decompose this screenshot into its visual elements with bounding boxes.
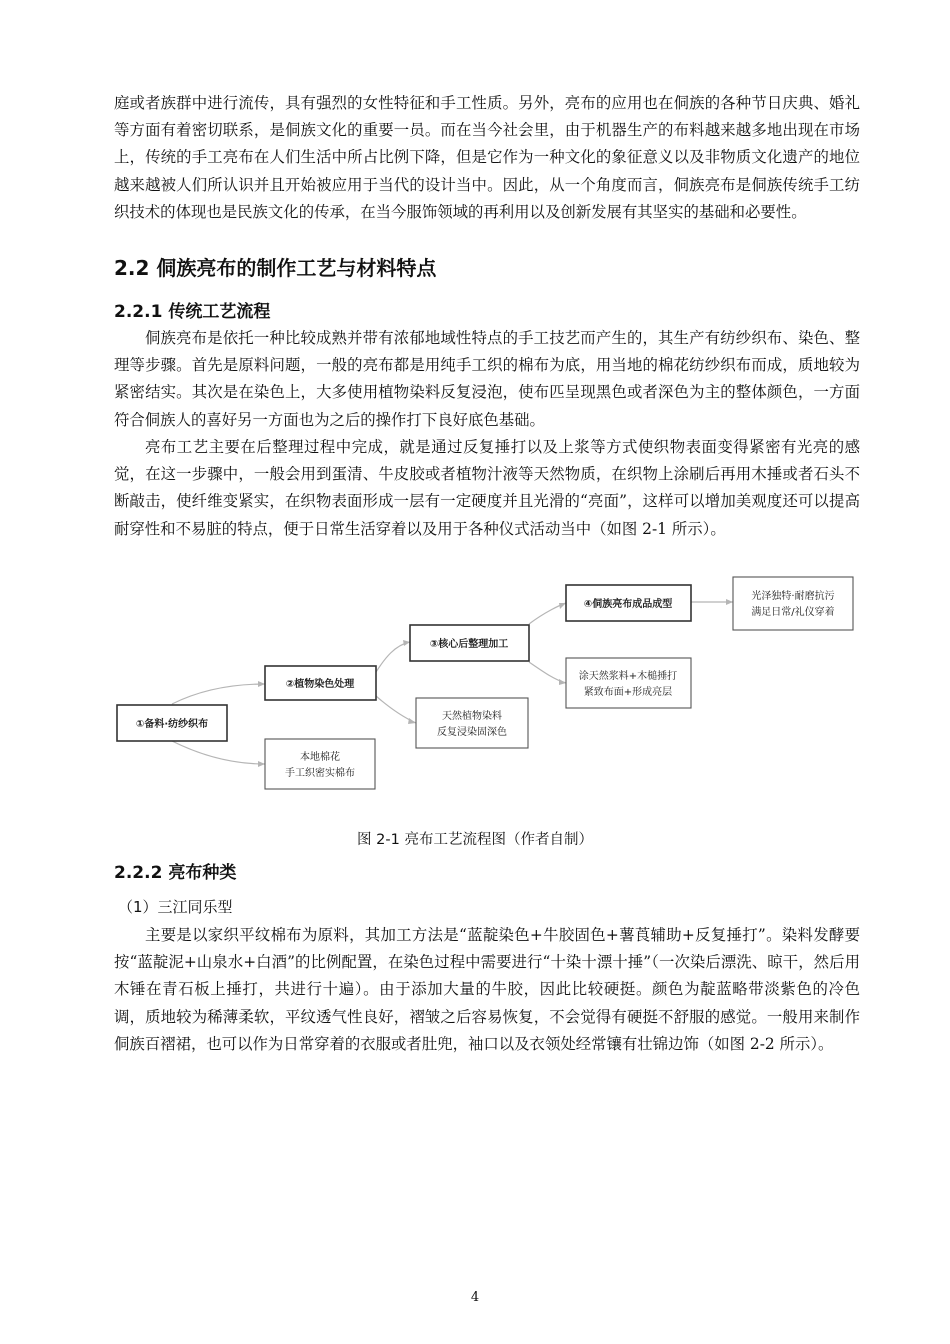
node-text: 光泽独特·耐磨抗污 bbox=[751, 591, 835, 602]
node-text: 手工织密实棉布 bbox=[285, 768, 355, 779]
node-text: 天然植物染料 bbox=[442, 711, 502, 722]
paragraph-sanjiang-type: 主要是以家织平纹棉布为原料，其加工方法是“蓝靛染色+牛胶固色+薯莨辅助+反复捶打”。染料发酵要按“蓝靛泥+山泉水+白酒”的比例配置，在染色过程中需要进行“十染十漂十捶”（一次染后漂洗、晾干，然后用木锤在青石板上捶打，共进行十遍）。由于添加大量的牛胶，因此比较硬挺。颜色为靛蓝略带淡紫色的冷色调，质地较为稀薄柔软，平纹透气性良好，褶皱之后容易恢复，不会觉得有硬挺不舒服的感觉。一般用来制作侗族百褶裙，也可以作为日常穿着的衣服或者肚兜，袖口以及衣领处经常镶有壮锦边饰（如图 2-2 所示）。 bbox=[114, 926, 860, 1053]
flow-detail-2 bbox=[416, 698, 528, 748]
node-text: 本地棉花 bbox=[300, 752, 340, 763]
arrowhead bbox=[559, 603, 566, 609]
list-item-heading: （1）三江同乐型 bbox=[118, 898, 233, 916]
node-text: ④侗族亮布成品成型 bbox=[583, 599, 673, 610]
flow-detail-3 bbox=[566, 658, 691, 708]
node-text: 满足日常/礼仪穿着 bbox=[751, 607, 835, 618]
edge-1-2 bbox=[172, 684, 265, 704]
flow-node-1 bbox=[117, 705, 227, 741]
paragraph-intro-continued: 庭或者族群中进行流传，具有强烈的女性特征和手工性质。另外，亮布的应用也在侗族的各种节日庆典、婚礼等方面有着密切联系，是侗族文化的重要一员。而在当今社会里，由于机器生产的布料越来越多地出现在市场上，传统的手工亮布在人们生活中所占比例下降，但是它作为一种文化的象征意义以及非物质文化遗产的地位越来越被人们所认识并且开始被应用于当代的设计当中。因此，从一个角度而言，侗族亮布是侗族传统手工纺织技术的体现也是民族文化的传承，在当今服饰领域的再利用以及创新发展有其坚实的基础和必要性。 bbox=[114, 94, 860, 221]
subsection-heading-2-2-1: 2.2.1 传统工艺流程 bbox=[114, 302, 271, 322]
node-text: 反复浸染固深色 bbox=[437, 727, 507, 738]
figure-caption: 图 2-1 亮布工艺流程图（作者自制） bbox=[357, 832, 593, 848]
node-text: ③核心后整理加工 bbox=[429, 639, 509, 650]
arrowhead bbox=[726, 599, 733, 605]
paragraph-process-overview: 侗族亮布是依托一种比较成熟并带有浓郁地域性特点的手工技艺而产生的，其生产有纺纱织布、染色、整理等步骤。首先是原料问题，一般的亮布都是用纯手工织的棉布为底，用当地的棉花纺纱织布而成，质地较为紧密结实。其次是在染色上，大多使用植物染料反复浸泡，使布匹呈现黑色或者深色为主的整体颜色，一方面符合侗族人的喜好另一方面也为之后的操作打下良好底色基础。 bbox=[114, 329, 860, 429]
node-text: 涂天然浆料+木槌捶打 bbox=[578, 671, 678, 682]
subsection-heading-2-2-2: 2.2.2 亮布种类 bbox=[114, 863, 237, 883]
node-text: 紧致布面+形成亮层 bbox=[583, 687, 673, 698]
flow-detail-4 bbox=[733, 577, 853, 630]
section-heading-2-2: 2.2 侗族亮布的制作工艺与材料特点 bbox=[114, 256, 437, 280]
arrowhead bbox=[258, 761, 265, 767]
paragraph-finishing-process: 亮布工艺主要在后整理过程中完成，就是通过反复捶打以及上浆等方式使织物表面变得紧密有光亮的感觉，在这一步骤中，一般会用到蛋清、牛皮胶或者植物汁液等天然物质，在织物上涂刷后再用木捶或者石头不断敲击，使纤维变紧实，在织物表面形成一层有一定硬度并且光滑的“亮面”，这样可以增加美观度还可以提高耐穿性和不易脏的特点，便于日常生活穿着以及用于各种仪式活动当中（如图 2-1 所示）。 bbox=[114, 438, 860, 538]
arrowhead bbox=[559, 679, 566, 685]
arrowhead bbox=[258, 681, 265, 687]
edge-2-3 bbox=[376, 642, 410, 672]
page-number: 4 bbox=[470, 1290, 480, 1305]
arrowhead bbox=[403, 640, 410, 646]
node-text: ②植物染色处理 bbox=[285, 679, 355, 690]
flow-node-2 bbox=[265, 666, 376, 700]
flow-node-3 bbox=[410, 625, 529, 661]
flow-detail-1 bbox=[265, 739, 375, 789]
edge-1-d1 bbox=[172, 741, 265, 764]
flow-node-4 bbox=[566, 585, 691, 621]
arrowhead bbox=[408, 718, 416, 724]
node-text: ①备料·纺纱织布 bbox=[135, 719, 209, 730]
